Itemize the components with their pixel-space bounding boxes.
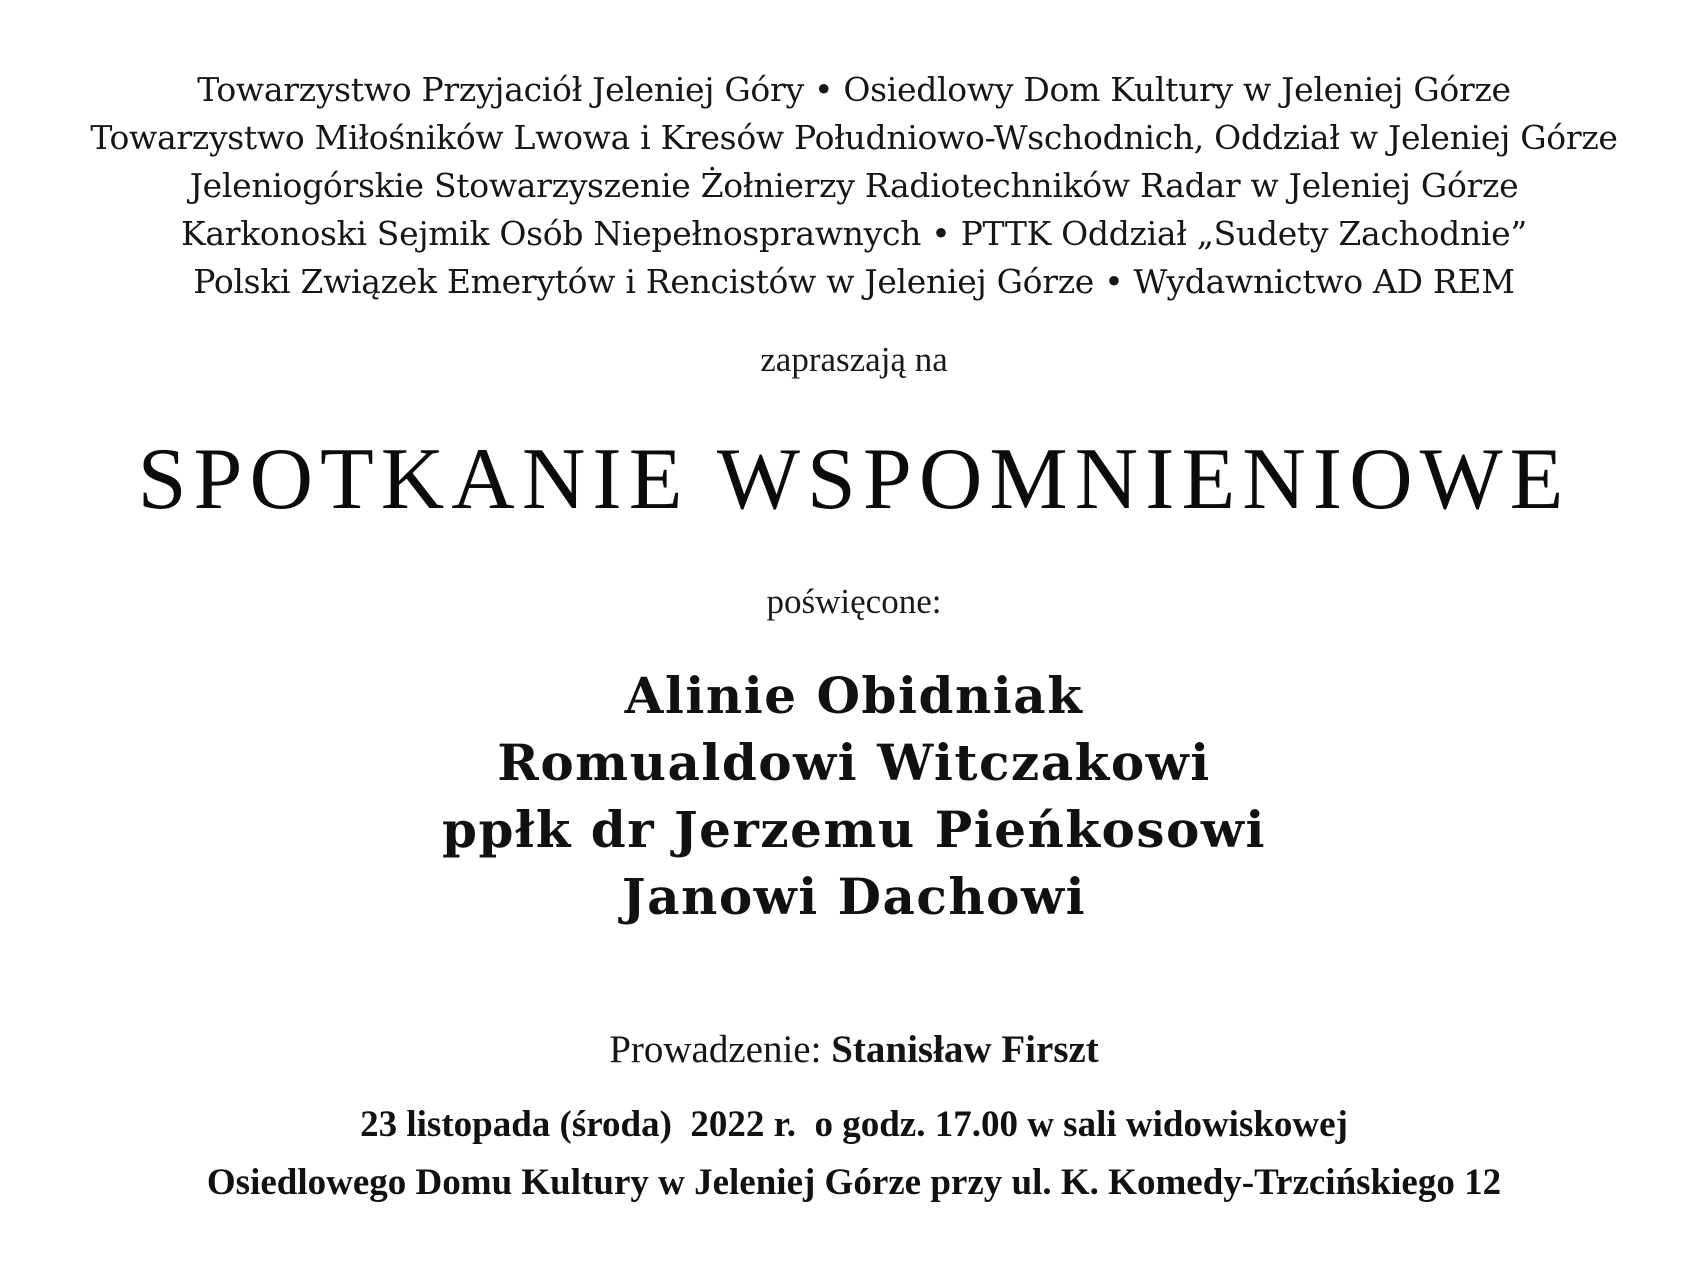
invite-text: zapraszają na (760, 340, 948, 379)
host-line (0, 1025, 1708, 1075)
organizer-line: Towarzystwo Miłośników Lwowa i Kresów Południowo-Wschodnich, Oddział w Jeleniej Górze (90, 118, 1618, 157)
honoree-name: Romualdowi Witczakowi (497, 733, 1211, 792)
organizer-line: Towarzystwo Przyjaciół Jeleniej Góry • Osiedlowy Dom Kultury w Jeleniej Górze (197, 70, 1511, 109)
dedicated-text: poświęcone: (766, 582, 942, 621)
organizers-block (0, 66, 1708, 306)
honoree-name: Janowi Dachowi (621, 867, 1087, 926)
event-details (0, 1096, 1708, 1212)
event-date-line: 23 listopada (środa) 2022 r. o godz. 17.00 w sali widowiskowej (360, 1104, 1348, 1145)
organizer-line: Jeleniogórskie Stowarzyszenie Żołnierzy Radiotechników Radar w Jeleniej Górze (189, 166, 1519, 205)
host-label: Prowadzenie: (609, 1028, 832, 1071)
organizer-line: Karkonoski Sejmik Osób Niepełnosprawnych • PTTK Oddział „Sudety Zachodnie” (181, 214, 1527, 253)
honorees-list (0, 662, 1708, 930)
event-title: SPOTKANIE WSPOMNIENIOWE (137, 431, 1571, 528)
host-name: Stanisław Firszt (831, 1028, 1099, 1071)
honoree-name: ppłk dr Jerzemu Pieńkosowi (442, 800, 1266, 859)
organizer-line: Polski Związek Emerytów i Rencistów w Jeleniej Górze • Wydawnictwo AD REM (193, 262, 1515, 301)
event-venue-line: Osiedlowego Domu Kultury w Jeleniej Górze przy ul. K. Komedy-Trzcińskiego 12 (206, 1162, 1502, 1203)
honoree-name: Alinie Obidniak (624, 666, 1084, 725)
